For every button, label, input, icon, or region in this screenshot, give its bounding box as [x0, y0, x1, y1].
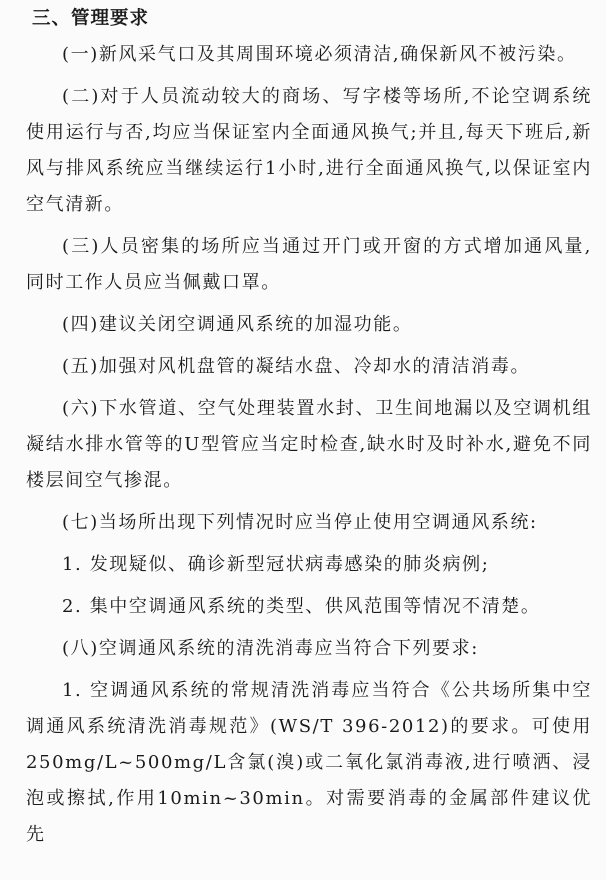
paragraph-6: (六)下水管道、空气处理装置水封、卫生间地漏以及空调机组凝结水排水管等的U型管应当定时检查,缺水时及时补水,避免不同楼层间空气掺混。	[26, 398, 592, 491]
paragraph-2: (二)对于人员流动较大的商场、写字楼等场所,不论空调系统使用运行与否,均应当保证室内全面通风换气;并且,每天下班后,新风与排风系统应当继续运行1小时,进行全面通风换气,以保证室内空气清新。	[26, 86, 592, 215]
paragraph-1: (一)新风采气口及其周围环境必须清洁,确保新风不被污染。	[62, 44, 577, 65]
list-item-3: 1. 空调通风系统的常规清洗消毒应当符合《公共场所集中空调通风系统清洗消毒规范》(WS/T 396-2012)的要求。可使用250mg/L~500mg/L含氯(溴)或二氧化氯消毒液,进行喷洒、浸泡或擦拭,作用10min~30min。对需要消毒的金属部件建议优先	[26, 680, 592, 845]
list-item-2: 2. 集中空调通风系统的类型、供风范围等情况不清楚。	[62, 596, 541, 617]
paragraph-7: (七)当场所出现下列情况时应当停止使用空调通风系统:	[62, 512, 538, 533]
section-heading: 三、管理要求	[32, 8, 150, 29]
paragraph-3: (三)人员密集的场所应当通过开门或开窗的方式增加通风量,同时工作人员应当佩戴口罩。	[26, 236, 592, 293]
paragraph-5: (五)加强对风机盘管的凝结水盘、冷却水的清洁消毒。	[62, 356, 531, 377]
paragraph-4: (四)建议关闭空调通风系统的加湿功能。	[62, 314, 413, 335]
list-item-1: 1. 发现疑似、确诊新型冠状病毒感染的肺炎病例;	[62, 554, 490, 575]
paragraph-8: (八)空调通风系统的清洗消毒应当符合下列要求:	[62, 638, 479, 659]
